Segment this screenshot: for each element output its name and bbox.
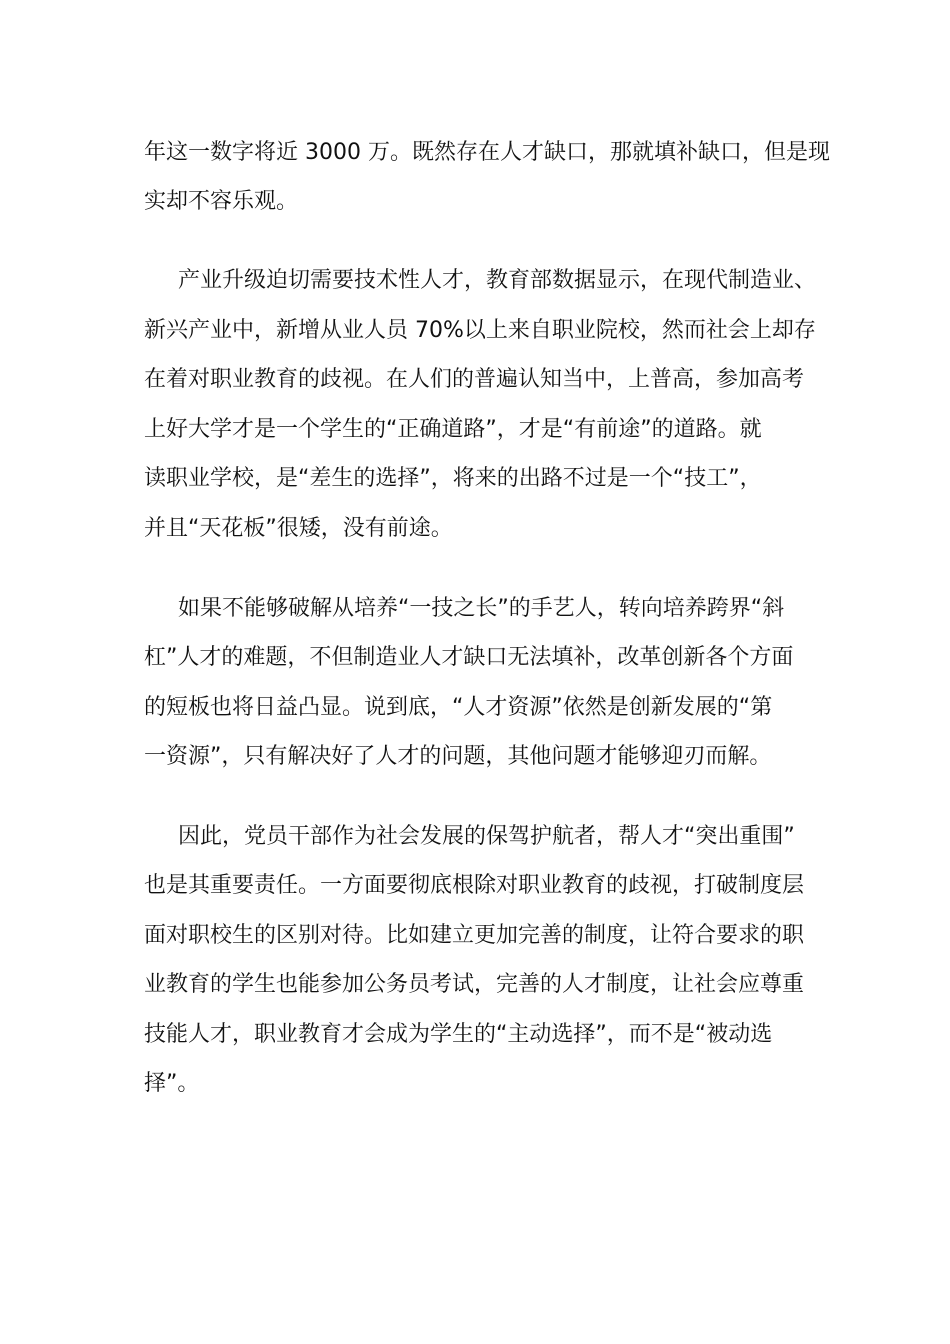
paragraph-3-line-1: 如果不能够破解从培养“一技之长”的手艺人，转向培养跨界“斜 (178, 596, 785, 621)
paragraph-4-line-2: 也是其重要责任。一方面要彻底根除对职业教育的歧视，打破制度层 (144, 873, 805, 898)
paragraph-3-line-2: 杠”人才的难题，不但制造业人才缺口无法填补，改革创新各个方面 (144, 645, 794, 670)
paragraph-2-line-4: 上好大学才是一个学生的“正确道路”，才是“有前途”的道路。就 (144, 417, 762, 442)
paragraph-4-line-3: 面对职校生的区别对待。比如建立更加完善的制度，让符合要求的职 (144, 923, 805, 948)
paragraph-4-line-6: 择”。 (144, 1071, 200, 1096)
paragraph-3-line-4: 一资源”，只有解决好了人才的问题，其他问题才能够迎刃而解。 (144, 744, 772, 769)
paragraph-1-line-1: 年这一数字将近 3000 万。既然存在人才缺口，那就填补缺口，但是现 (144, 140, 830, 165)
paragraph-4-line-4: 业教育的学生也能参加公务员考试，完善的人才制度，让社会应尊重 (144, 972, 805, 997)
paragraph-3-line-3: 的短板也将日益凸显。说到底，“人才资源”依然是创新发展的“第 (144, 695, 773, 720)
paragraph-4-line-5: 技能人才，职业教育才会成为学生的“主动选择”，而不是“被动选 (144, 1022, 773, 1047)
paragraph-2-line-3: 在着对职业教育的歧视。在人们的普遍认知当中，上普高，参加高考 (144, 367, 805, 392)
paragraph-4-line-1: 因此，党员干部作为社会发展的保驾护航者，帮人才“突出重围” (178, 824, 795, 849)
paragraph-1-line-2: 实却不容乐观。 (144, 189, 299, 214)
paragraph-2-line-1: 产业升级迫切需要技术性人才，教育部数据显示，在现代制造业、 (178, 268, 817, 293)
paragraph-2-line-6: 并且“天花板”很矮，没有前途。 (144, 516, 453, 541)
paragraph-2-line-5: 读职业学校，是“差生的选择”，将来的出路不过是一个“技工”， (144, 466, 762, 491)
paragraph-2-line-2: 新兴产业中，新增从业人员 70%以上来自职业院校，然而社会上却存 (144, 318, 816, 343)
